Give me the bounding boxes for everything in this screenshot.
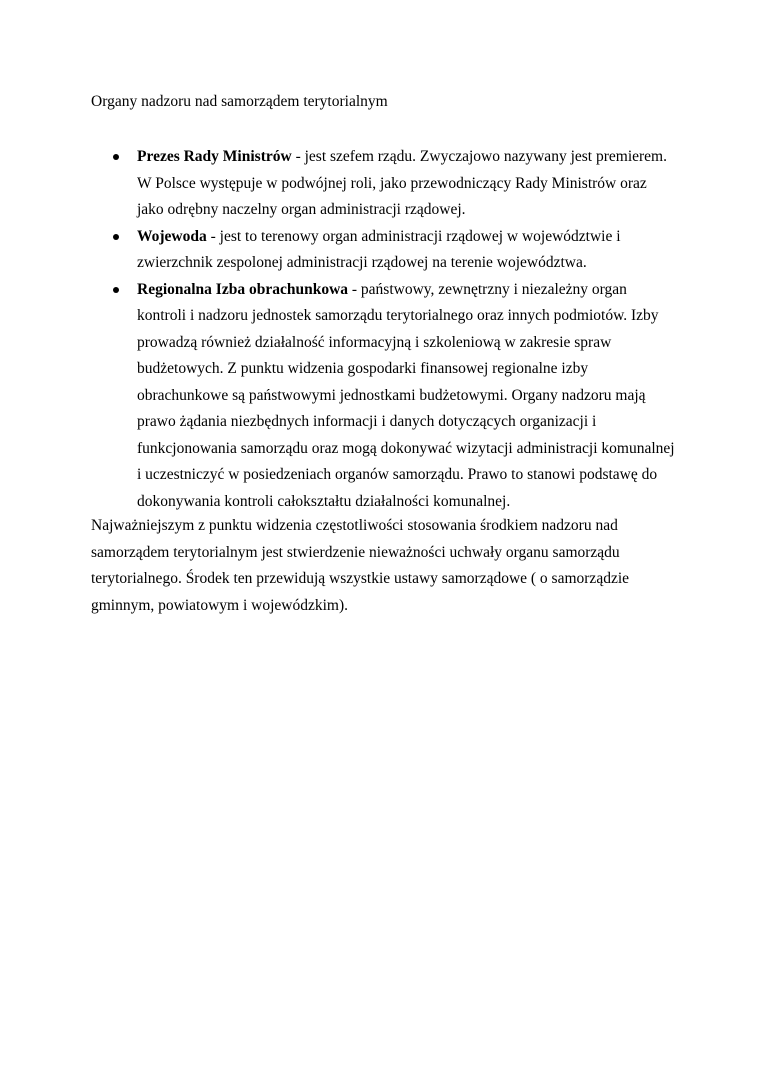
list-item-term: Prezes Rady Ministrów	[137, 148, 292, 165]
list-item-term: Regionalna Izba obrachunkowa	[137, 280, 349, 298]
closing-paragraph: Najważniejszym z punktu widzenia częstotliwości stosowania środkiem nadzoru nad samorządem terytorialnym jest stwierdzenie nieważności uchwały organu samorządu terytorialnego. Środek ten przewidują wszystkie ustawy samorządowe ( o samorządzie gminnym, powiatowym i wojewódzkim).	[91, 517, 630, 614]
list-item	[137, 277, 677, 516]
bullet-icon	[113, 234, 119, 240]
list-item-text: - jest to terenowy organ administracji rządowej w województwie i zwierzchnik zespolonej administracji rządowej na terenie województwa.	[137, 227, 621, 271]
bullet-list	[137, 144, 677, 515]
bullet-icon	[113, 287, 119, 293]
list-item	[137, 144, 677, 224]
list-item-text: - państwowy, zewnętrzny i niezależny organ kontroli i nadzoru jednostek samorządu terytorialnego oraz innych podmiotów. Izby prowadzą również działalność informacyjną i szkoleniową w zakresie spraw budżetowych. Z punktu widzenia gospodarki finansowej regionalne izby obrachunkowe są państwowymi jednostkami budżetowymi. Organy nadzoru mają prawo żądania niezbędnych informacji i danych dotyczących organizacji i funkcjonowania samorządu oraz mogą dokonywać wizytacji administracji komunalnej i uczestniczyć w posiedzeniach organów samorządu. Prawo to stanowi podstawę do dokonywania kontroli całokształtu działalności komunalnej.	[137, 280, 675, 510]
document-heading: Organy nadzoru nad samorządem terytorialnym	[91, 93, 388, 110]
bullet-icon	[113, 154, 119, 160]
list-item-text: - jest szefem rządu. Zwyczajowo nazywany jest premierem. W Polsce występuje w podwójnej roli, jako przewodniczący Rady Ministrów oraz jako odrębny naczelny organ administracji rządowej.	[137, 148, 667, 218]
list-item	[137, 224, 677, 277]
list-item-term: Wojewoda	[137, 227, 207, 245]
